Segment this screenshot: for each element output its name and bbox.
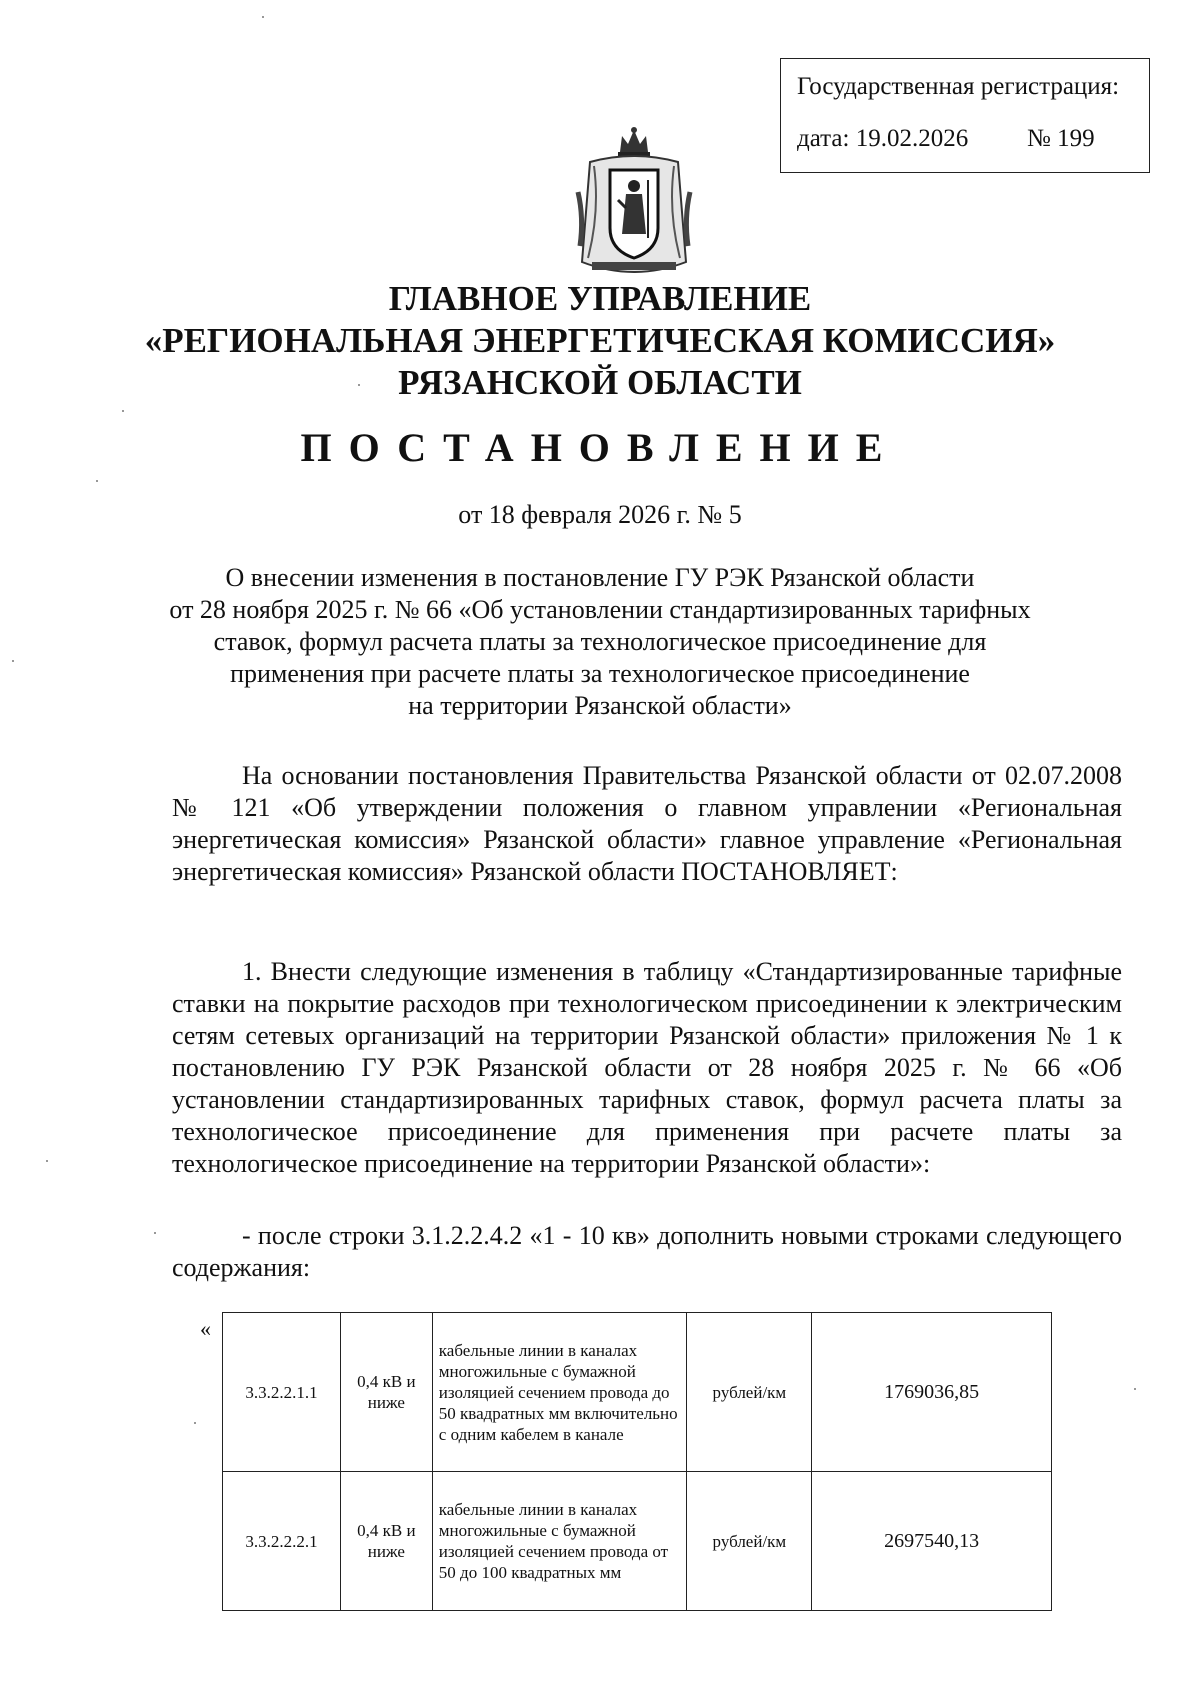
subject-line: от 28 ноября 2025 г. № 66 «Об установлении стандартизированных тарифных	[169, 595, 1031, 624]
org-line-1: ГЛАВНОЕ УПРАВЛЕНИЕ	[388, 279, 812, 318]
document-date-number: от 18 февраля 2026 г. № 5	[458, 500, 742, 529]
registration-number: № 199	[1027, 125, 1095, 152]
document-subject	[140, 562, 1060, 722]
row-value: 2697540,13	[812, 1472, 1052, 1611]
scan-speck	[358, 384, 360, 386]
registration-date: дата: 19.02.2026	[797, 125, 969, 152]
item-1-paragraph: 1. Внести следующие изменения в таблицу «Стандартизированные тарифные ставки на покрытие расходов при технологическом присоединении к электрическим сетям сетевых организаций на территории Рязанской области» приложения № 1 к постановлению ГУ РЭК Рязанской области от 28 ноября 2025 г. № 66 «Об установлении стандартизированных тарифных ставок, формул расчета платы за технологическое присоединение для применения при расчете платы за технологическое присоединение на территории Рязанской области»:	[172, 957, 1122, 1178]
org-line-2: «РЕГИОНАЛЬНАЯ ЭНЕРГЕТИЧЕСКАЯ КОМИССИЯ»	[144, 321, 1056, 360]
document-type-title: ПОСТАНОВЛЕНИЕ	[300, 425, 900, 470]
row-voltage: 0,4 кВ и ниже	[340, 1472, 432, 1611]
row-value: 1769036,85	[812, 1313, 1052, 1472]
subject-line: применения при расчете платы за технологическое присоединение	[230, 659, 970, 688]
table-row	[223, 1472, 1052, 1611]
table-row	[223, 1313, 1052, 1472]
subject-line: на территории Рязанской области»	[408, 691, 792, 720]
subject-line: ставок, формул расчета платы за технологическое присоединение для	[213, 627, 987, 656]
row-unit: рублей/км	[687, 1472, 812, 1611]
row-code: 3.3.2.2.1.1	[223, 1313, 341, 1472]
tariff-table	[222, 1312, 1052, 1611]
basis-paragraph: На основании постановления Правительства Рязанской области от 02.07.2008 № 121 «Об утверждении положения о главном управлении «Региональная энергетическая комиссия» Рязанской области» главное управление «Региональная энергетическая комиссия» Рязанской области ПОСТАНОВЛЯЕТ:	[172, 761, 1122, 886]
org-line-3: РЯЗАНСКОЙ ОБЛАСТИ	[398, 363, 802, 402]
row-unit: рублей/км	[687, 1313, 812, 1472]
registration-label: Государственная регистрация:	[797, 73, 1120, 100]
row-description: кабельные линии в каналах многожильные с бумажной изоляцией сечением провода до 50 квадратных мм включительно с одним кабелем в канале	[432, 1313, 687, 1472]
scan-speck	[46, 1160, 48, 1162]
dash-paragraph: - после строки 3.1.2.2.4.2 «1 - 10 кв» дополнить новыми строками следующего содержания:	[172, 1221, 1122, 1282]
scan-speck	[1134, 1388, 1136, 1390]
scan-speck	[12, 660, 14, 662]
scan-speck	[96, 480, 98, 482]
organization-name	[100, 278, 1100, 404]
row-code: 3.3.2.2.2.1	[223, 1472, 341, 1611]
table-open-quote: «	[200, 1316, 211, 1341]
scan-speck	[194, 1422, 196, 1424]
scan-speck	[154, 1232, 156, 1234]
scan-speck	[262, 16, 264, 18]
row-voltage: 0,4 кВ и ниже	[340, 1313, 432, 1472]
row-description: кабельные линии в каналах многожильные с бумажной изоляцией сечением провода от 50 до 100 квадратных мм	[432, 1472, 687, 1611]
scan-speck	[122, 410, 124, 412]
ryazan-coat-of-arms-icon	[570, 122, 698, 282]
registration-stamp	[780, 58, 1150, 173]
subject-line: О внесении изменения в постановление ГУ РЭК Рязанской области	[225, 563, 975, 592]
